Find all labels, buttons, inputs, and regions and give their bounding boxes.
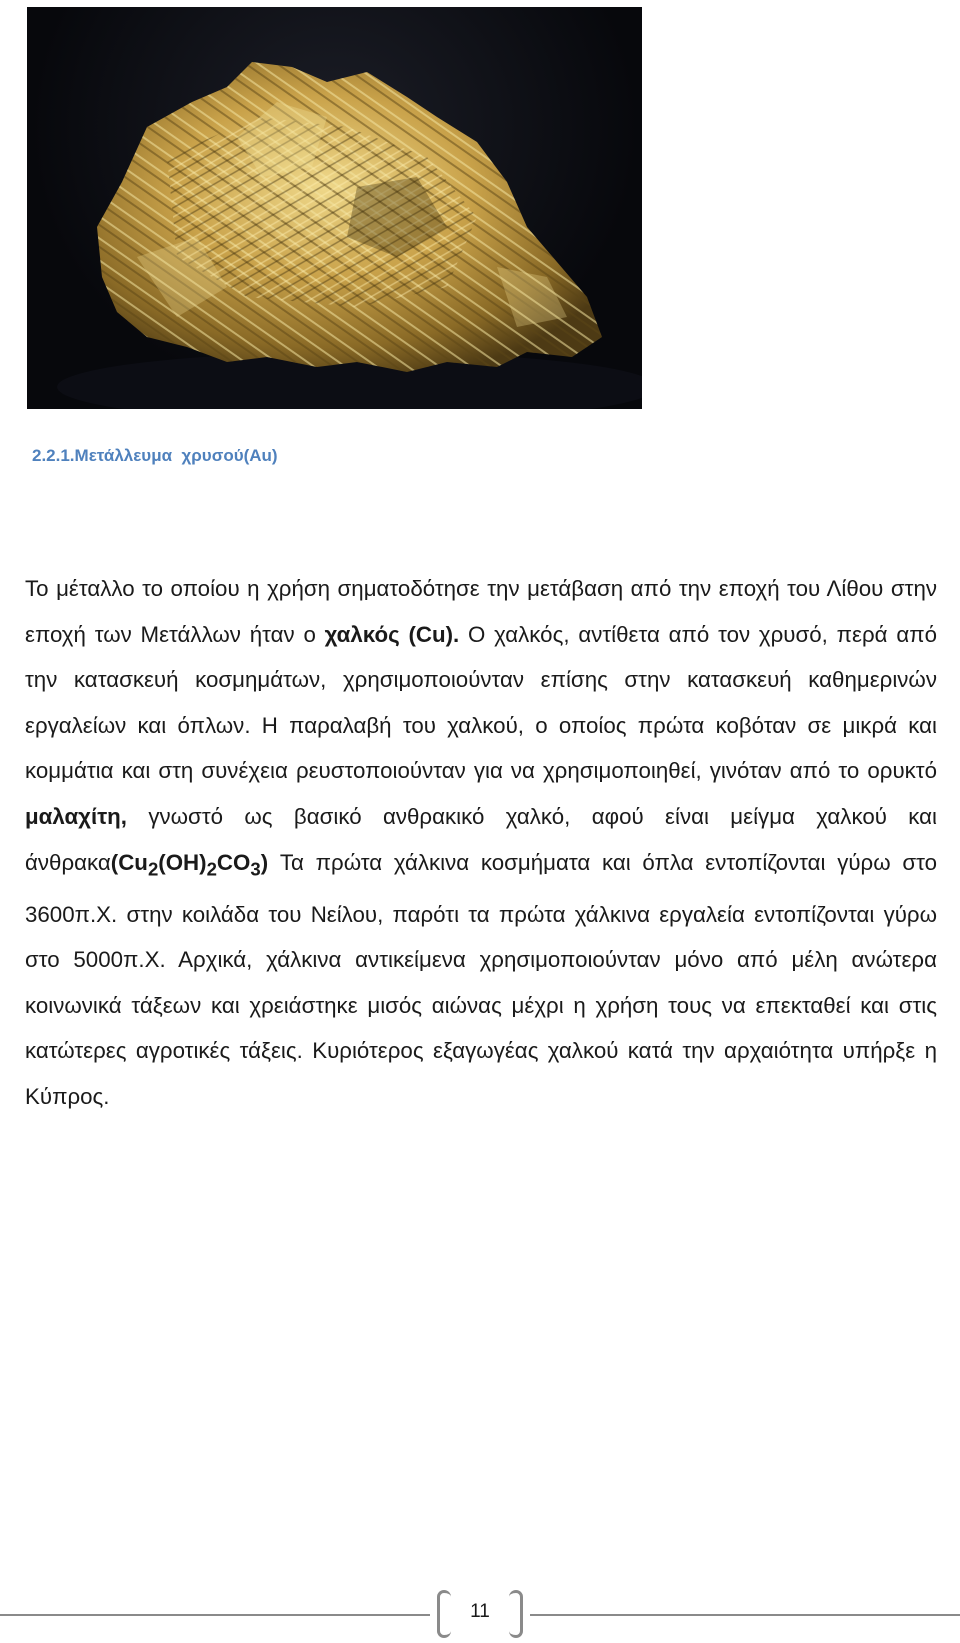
paragraph-text-2: Ο χαλκός, αντίθετα από τον χρυσό, περά από την κατασκευή κοσμημάτων, χρησιμοποιούνταν επίσης στην κατασκευή καθημερινών εργαλείων και όπλων. Η παραλαβή του χαλκού, ο οποίος πρώτα κοβόταν σε μικρά και κομμάτια και στη συνέχεια ρευστοποιούνταν για να χρησιμοποιηθεί, γινόταν από το ορυκτό [25,621,937,784]
paragraph-text-3: γνωστό ως βασικό ανθρακικό χαλκό, αφού είναι μείγμα χαλκού και άνθρακα [25,803,937,875]
right-brace-icon [509,1590,523,1638]
gold-nugget-illustration [27,7,642,409]
footer-rule-right [530,1614,960,1616]
chemical-formula: $(Cu_2(OH)_2CO_3)$ [110,849,269,880]
paragraph-text-4: Τα πρώτα χάλκινα κοσμήματα και όπλα εντοπίζονται γύρω στο 3600π.Χ. στην κοιλάδα του Νείλου, παρότι τα πρώτα χάλκινα εργαλεία εντοπίζονται γύρω στο 5000π.Χ. Αρχικά, χάλκινα αντικείμενα χρησιμοποιούνταν μόνο από μέλη ανώτερα κοινωνικά τάξεων και χρειάστηκε μισός αιώνας μέχρι η χρήση τους να επεκταθεί και στις κατώτερες αγροτικές τάξεις. Κυριότερος εξαγωγέας χαλκού κατά την αρχαιότητα υπήρξε η Κύπρος. [25,849,937,1109]
left-brace-icon [437,1590,451,1638]
bold-copper: χαλκός (Cu). [324,621,460,647]
body-paragraph [25,566,937,1120]
page-footer [0,1590,960,1640]
gold-nugget-photo [27,7,642,409]
footer-rule-left [0,1614,430,1616]
section-heading: 2.2.1.Μετάλλευμα χρυσού(Au) [32,446,278,465]
page-number: 11 [470,1601,490,1622]
paragraph-text-1: Το μέταλλο το οποίου η χρήση σηματοδότησε την μετάβαση από την εποχή του Λίθου στην εποχή των Μετάλλων ήταν ο [25,576,937,647]
bold-malachite: μαλαχίτη, [25,803,127,829]
